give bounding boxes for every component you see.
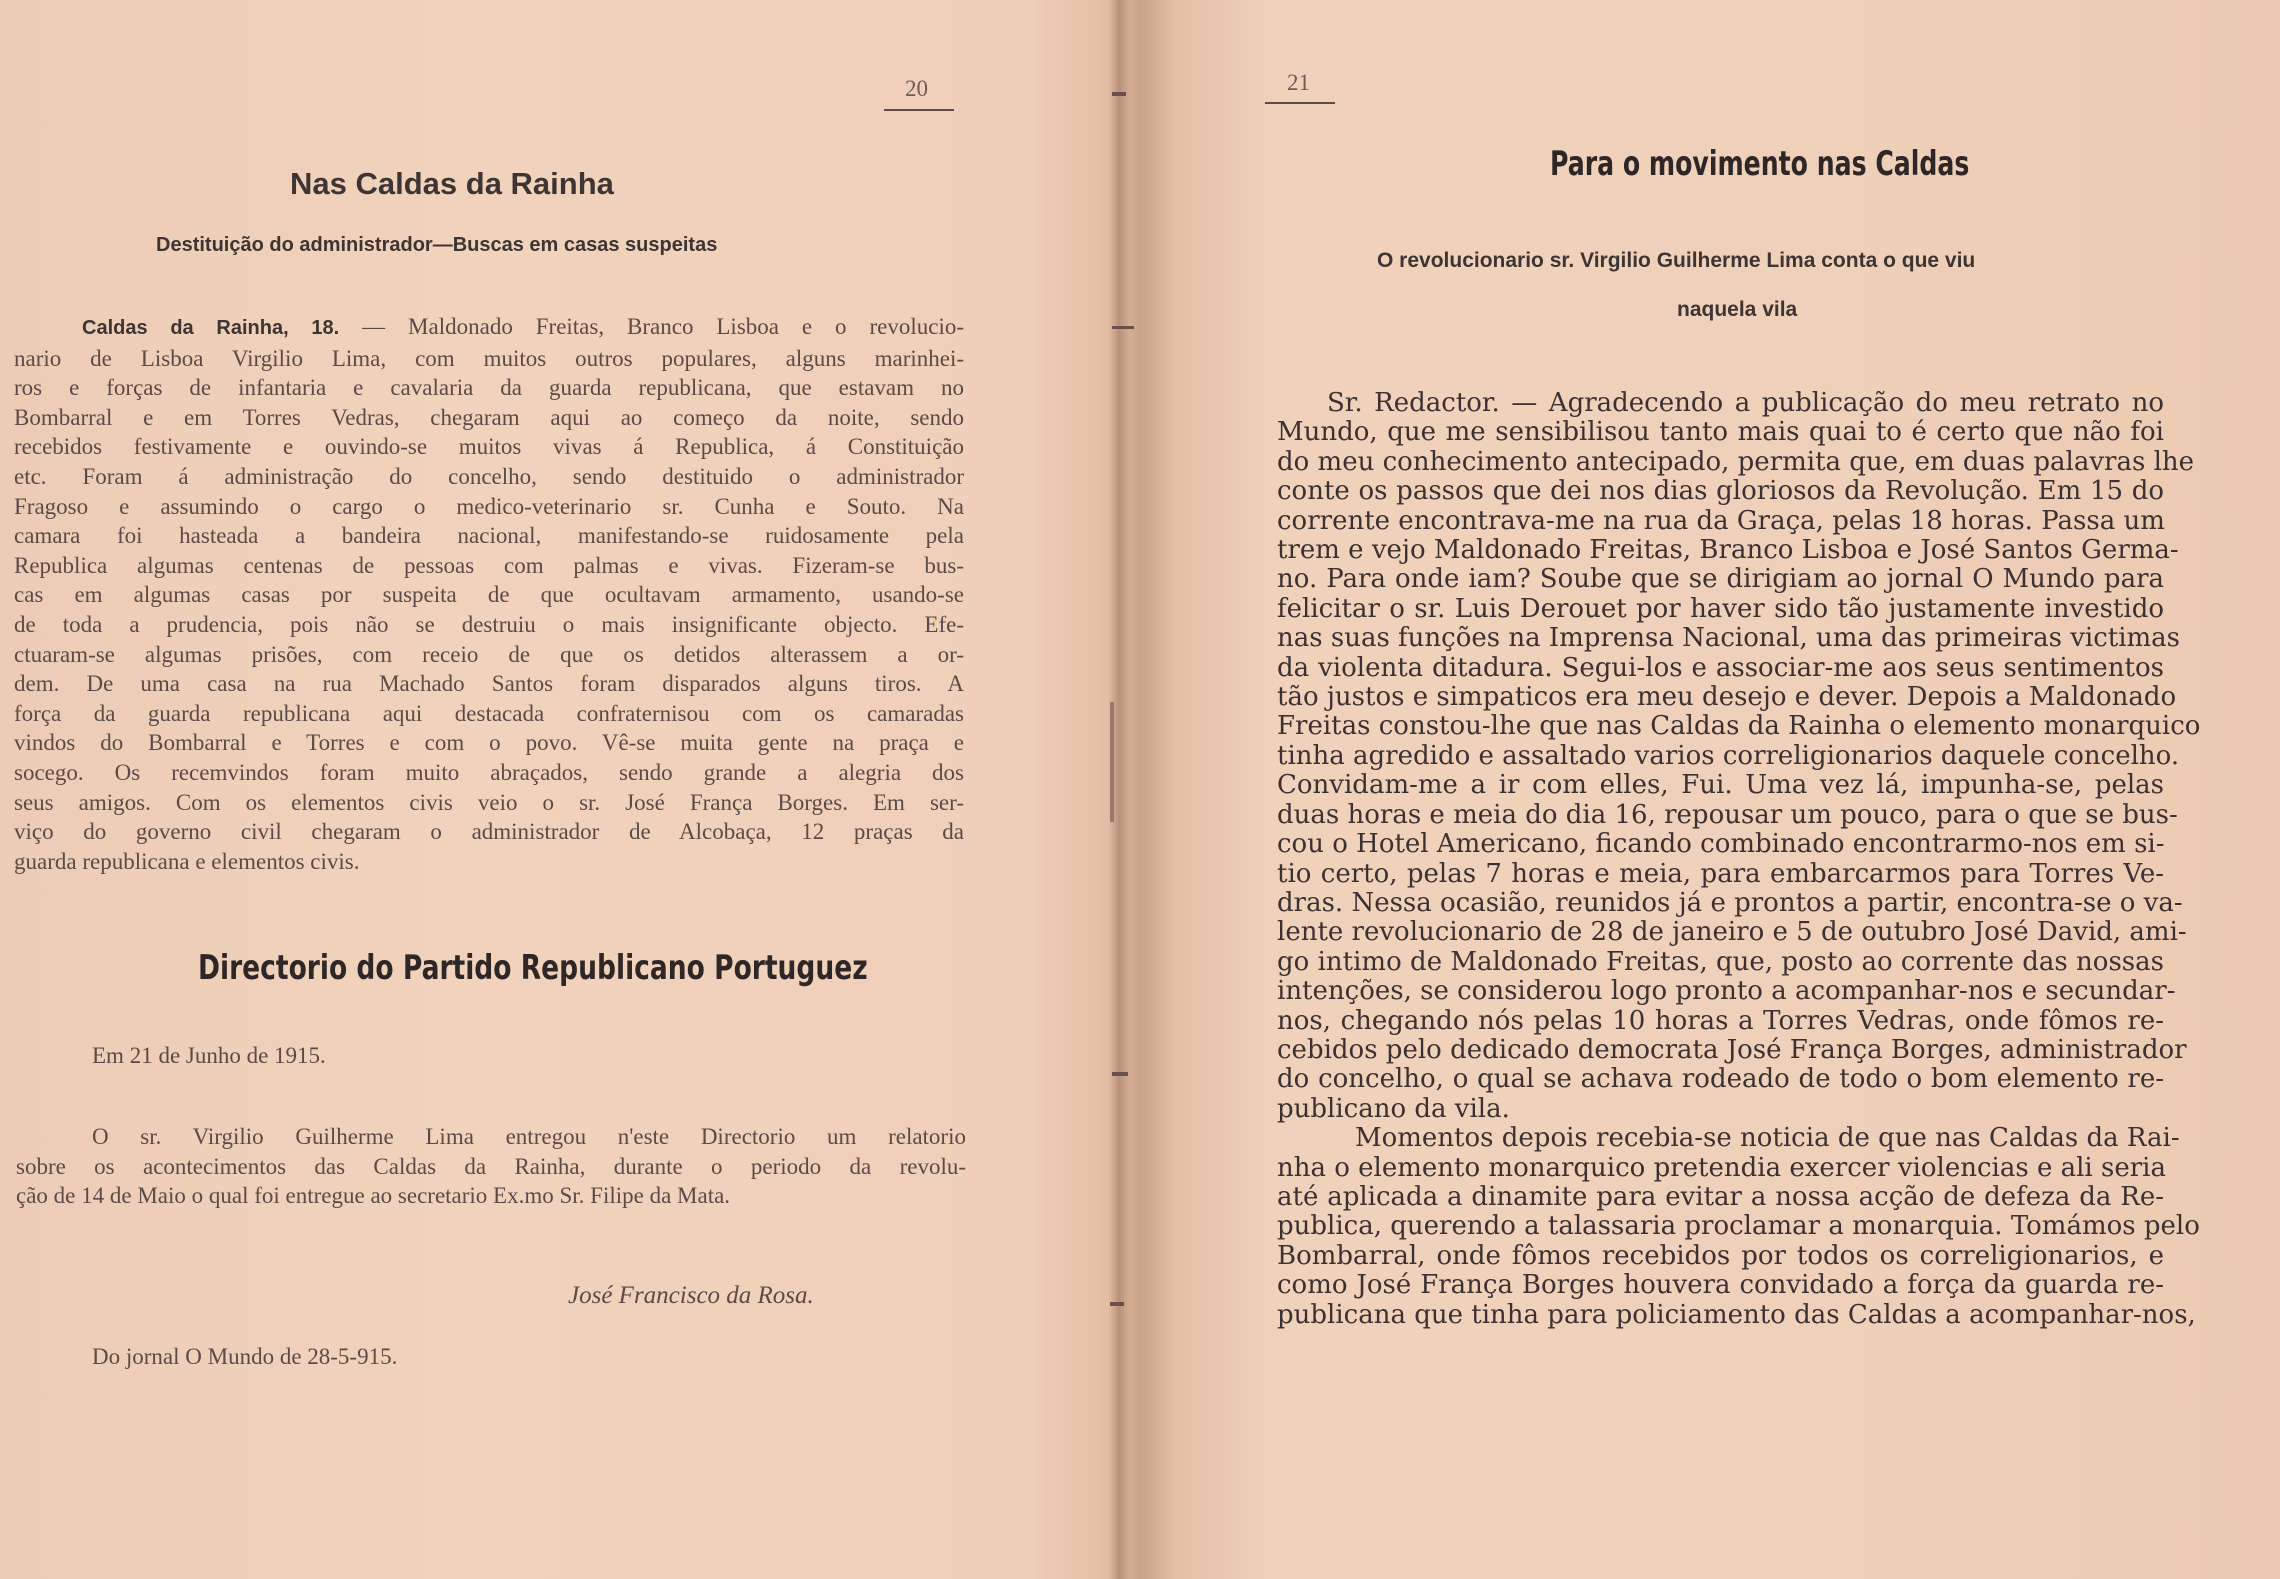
article-subtitle-line1: O revolucionario sr. Virgilio Guilherme Lima conta o que viu [1377,249,1976,272]
page-number-rule [884,109,954,111]
body-line: tão justos e simpaticos era meu desejo e dever. Depois a Maldonado [1277,682,2177,713]
body-line: sobre os acontecimentos das Caldas da Rainha, durante o periodo da revolu- [16,1153,966,1179]
body-line: cou o Hotel Americano, ficando combinado encontrarmo-nos em si- [1277,829,2165,860]
body-line: Republica algumas centenas de pessoas com palmas e vivas. Fizeram-se bus- [14,552,964,578]
binding-mark [1110,702,1114,822]
body-line: seus amigos. Com os elementos civis veio o sr. José França Borges. Em ser- [14,789,964,815]
body-line: conte os passos que dei nos dias gloriosos da Revolução. Em 15 do [1277,476,2164,507]
body-line: publicana que tinha para policiamento das Caldas a acompanhar-nos, [1277,1299,2196,1330]
body-line: cebidos pelo dedicado democrata José França Borges, administrador [1277,1034,2187,1065]
body-line: intenções, se considerou logo pronto a acompanhar-nos e secundar- [1277,976,2176,1007]
source-note: Do jornal O Mundo de 28-5-915. [92,1344,398,1369]
body-line: socego. Os recemvindos foram muito abraçados, sendo grande a alegria dos [14,759,964,785]
directorio-date: Em 21 de Junho de 1915. [92,1043,326,1068]
body-line: tinha agredido e assaltado varios correligionarios daquele concelho. [1277,740,2180,771]
body-line: Bombarral, onde fômos recebidos por todos os correligionarios, e [1277,1240,2164,1271]
body-line: do meu conhecimento antecipado, permita que, em duas palavras lhe [1277,446,2195,477]
body-line: nos, chegando nós pelas 10 horas a Torres Vedras, onde fômos re- [1277,1005,2164,1036]
body-line: Mundo, que me sensibilisou tanto mais quai to é certo que não foi [1277,417,2164,448]
body-line: duas horas e meia do dia 16, repousar um pouco, para o que se bus- [1277,799,2178,830]
body-line: etc. Foram á administração do concelho, sendo destituido o administrador [14,463,964,489]
body-line: Caldas da Rainha, 18. — Maldonado Freitas, Branco Lisboa e o revolucio- [82,314,964,339]
page-number-rule [1265,102,1335,104]
article-subtitle-caldas: Destituição do administrador—Buscas em casas suspeitas [156,234,718,256]
body-line: trem e vejo Maldonado Freitas, Branco Lisboa e José Santos Germa- [1277,535,2179,566]
article-body-caldas [14,312,964,876]
body-line: go intimo de Maldonado Freitas, que, posto ao corrente das nossas [1277,946,2164,977]
binding-mark [1110,1302,1124,1306]
body-line: da violenta ditadura. Segui-los e associar-me aos seus sentimentos [1277,652,2164,683]
body-line: do concelho, o qual se achava rodeado de todo o bom elemento re- [1277,1064,2164,1095]
body-line: força da guarda republicana aqui destacada confraternisou com os camaradas [14,700,964,726]
body-line: Fragoso e assumindo o cargo o medico-veterinario sr. Cunha e Souto. Na [14,493,964,519]
body-line: Convidam-me a ir com elles, Fui. Uma vez lá, impunha-se, pelas [1277,770,2164,801]
article-body-directorio [16,1122,966,1211]
body-line: guarda republicana e elementos civis. [14,848,360,874]
body-line: tio certo, pelas 7 horas e meia, para embarcarmos para Torres Ve- [1277,858,2164,889]
body-line: no. Para onde iam? Soube que se dirigiam ao jornal O Mundo para [1277,564,2164,595]
article-title-directorio: Directorio do Partido Republicano Portuguez [198,948,868,988]
binding-mark [1112,92,1126,96]
body-line: nas suas funções na Imprensa Nacional, uma das primeiras victimas [1277,623,2181,654]
page-number-21: 21 [1287,70,1310,95]
body-line: nha o elemento monarquico pretendia exercer violencias e ali seria [1277,1152,2166,1183]
body-line: como José França Borges houvera convidado a força da guarda re- [1277,1270,2164,1301]
body-line: ção de 14 de Maio o qual foi entregue ao secretario Ex.mo Sr. Filipe da Mata. [16,1183,731,1209]
body-line: dras. Nessa ocasião, reunidos já e prontos a partir, encontra-se o va- [1277,887,2183,918]
page-number-20: 20 [905,76,928,101]
body-line: dem. De uma casa na rua Machado Santos foram disparados alguns tiros. A [14,671,964,697]
body-line: cas em algumas casas por suspeita de que ocultavam armamento, usando-se [14,582,964,608]
article-body-movimento [1277,388,2201,1330]
body-line: corrente encontrava-me na rua da Graça, pelas 18 horas. Passa um [1277,505,2165,536]
dateline: Caldas da Rainha, 18. [82,317,340,339]
right-page [1125,0,2280,1579]
body-line: de toda a prudencia, pois não se destruiu o mais insignificante objecto. Efe- [14,611,964,637]
article-title-caldas: Nas Caldas da Rainha [290,166,614,201]
body-line: camara foi hasteada a bandeira nacional, manifestando-se ruidosamente pela [14,523,964,549]
body-line: publica, querendo a talassaria proclamar a monarquia. Tomámos pelo [1277,1211,2200,1242]
body-line: nario de Lisboa Virgilio Lima, com muitos outros populares, alguns marinhei- [14,345,964,371]
body-line: ctuaram-se algumas prisões, com receio de que os detidos alterassem a or- [14,641,964,667]
body-line: vindos do Bombarral e Torres e com o povo. Vê-se muita gente na praça e [14,730,964,756]
body-line: Freitas constou-lhe que nas Caldas da Rainha o elemento monarquico [1277,711,2201,742]
body-line: felicitar o sr. Luis Derouet por haver sido tão justamente investido [1277,593,2164,624]
body-line: recebidos festivamente e ouvindo-se muitos vivas á Republica, á Constituição [14,434,964,460]
article-title-movimento: Para o movimento nas Caldas [1550,144,1970,184]
body-line: Sr. Redactor. — Agradecendo a publicação do meu retrato no [1327,388,2164,418]
body-line: Momentos depois recebia-se noticia de que nas Caldas da Rai- [1355,1123,2180,1154]
body-line: O sr. Virgilio Guilherme Lima entregou n'este Directorio um relatorio [92,1124,966,1149]
article-subtitle-line2: naquela vila [1677,298,1798,321]
signature-jose-francisco-da-rosa: José Francisco da Rosa. [568,1282,814,1309]
body-line: ros e forças de infantaria e cavalaria da guarda republicana, que estavam no [14,375,964,401]
body-line: lente revolucionario de 28 de janeiro e 5 de outubro José David, ami- [1277,917,2187,948]
body-line: Bombarral e em Torres Vedras, chegaram aqui ao começo da noite, sendo [14,404,964,430]
body-line: viço do governo civil chegaram o administrador de Alcobaça, 12 praças da [14,819,964,845]
left-page [0,0,1110,1579]
body-line: até aplicada a dinamite para evitar a nossa acção de defeza da Re- [1277,1181,2164,1212]
body-line: publicano da vila. [1277,1093,1510,1124]
